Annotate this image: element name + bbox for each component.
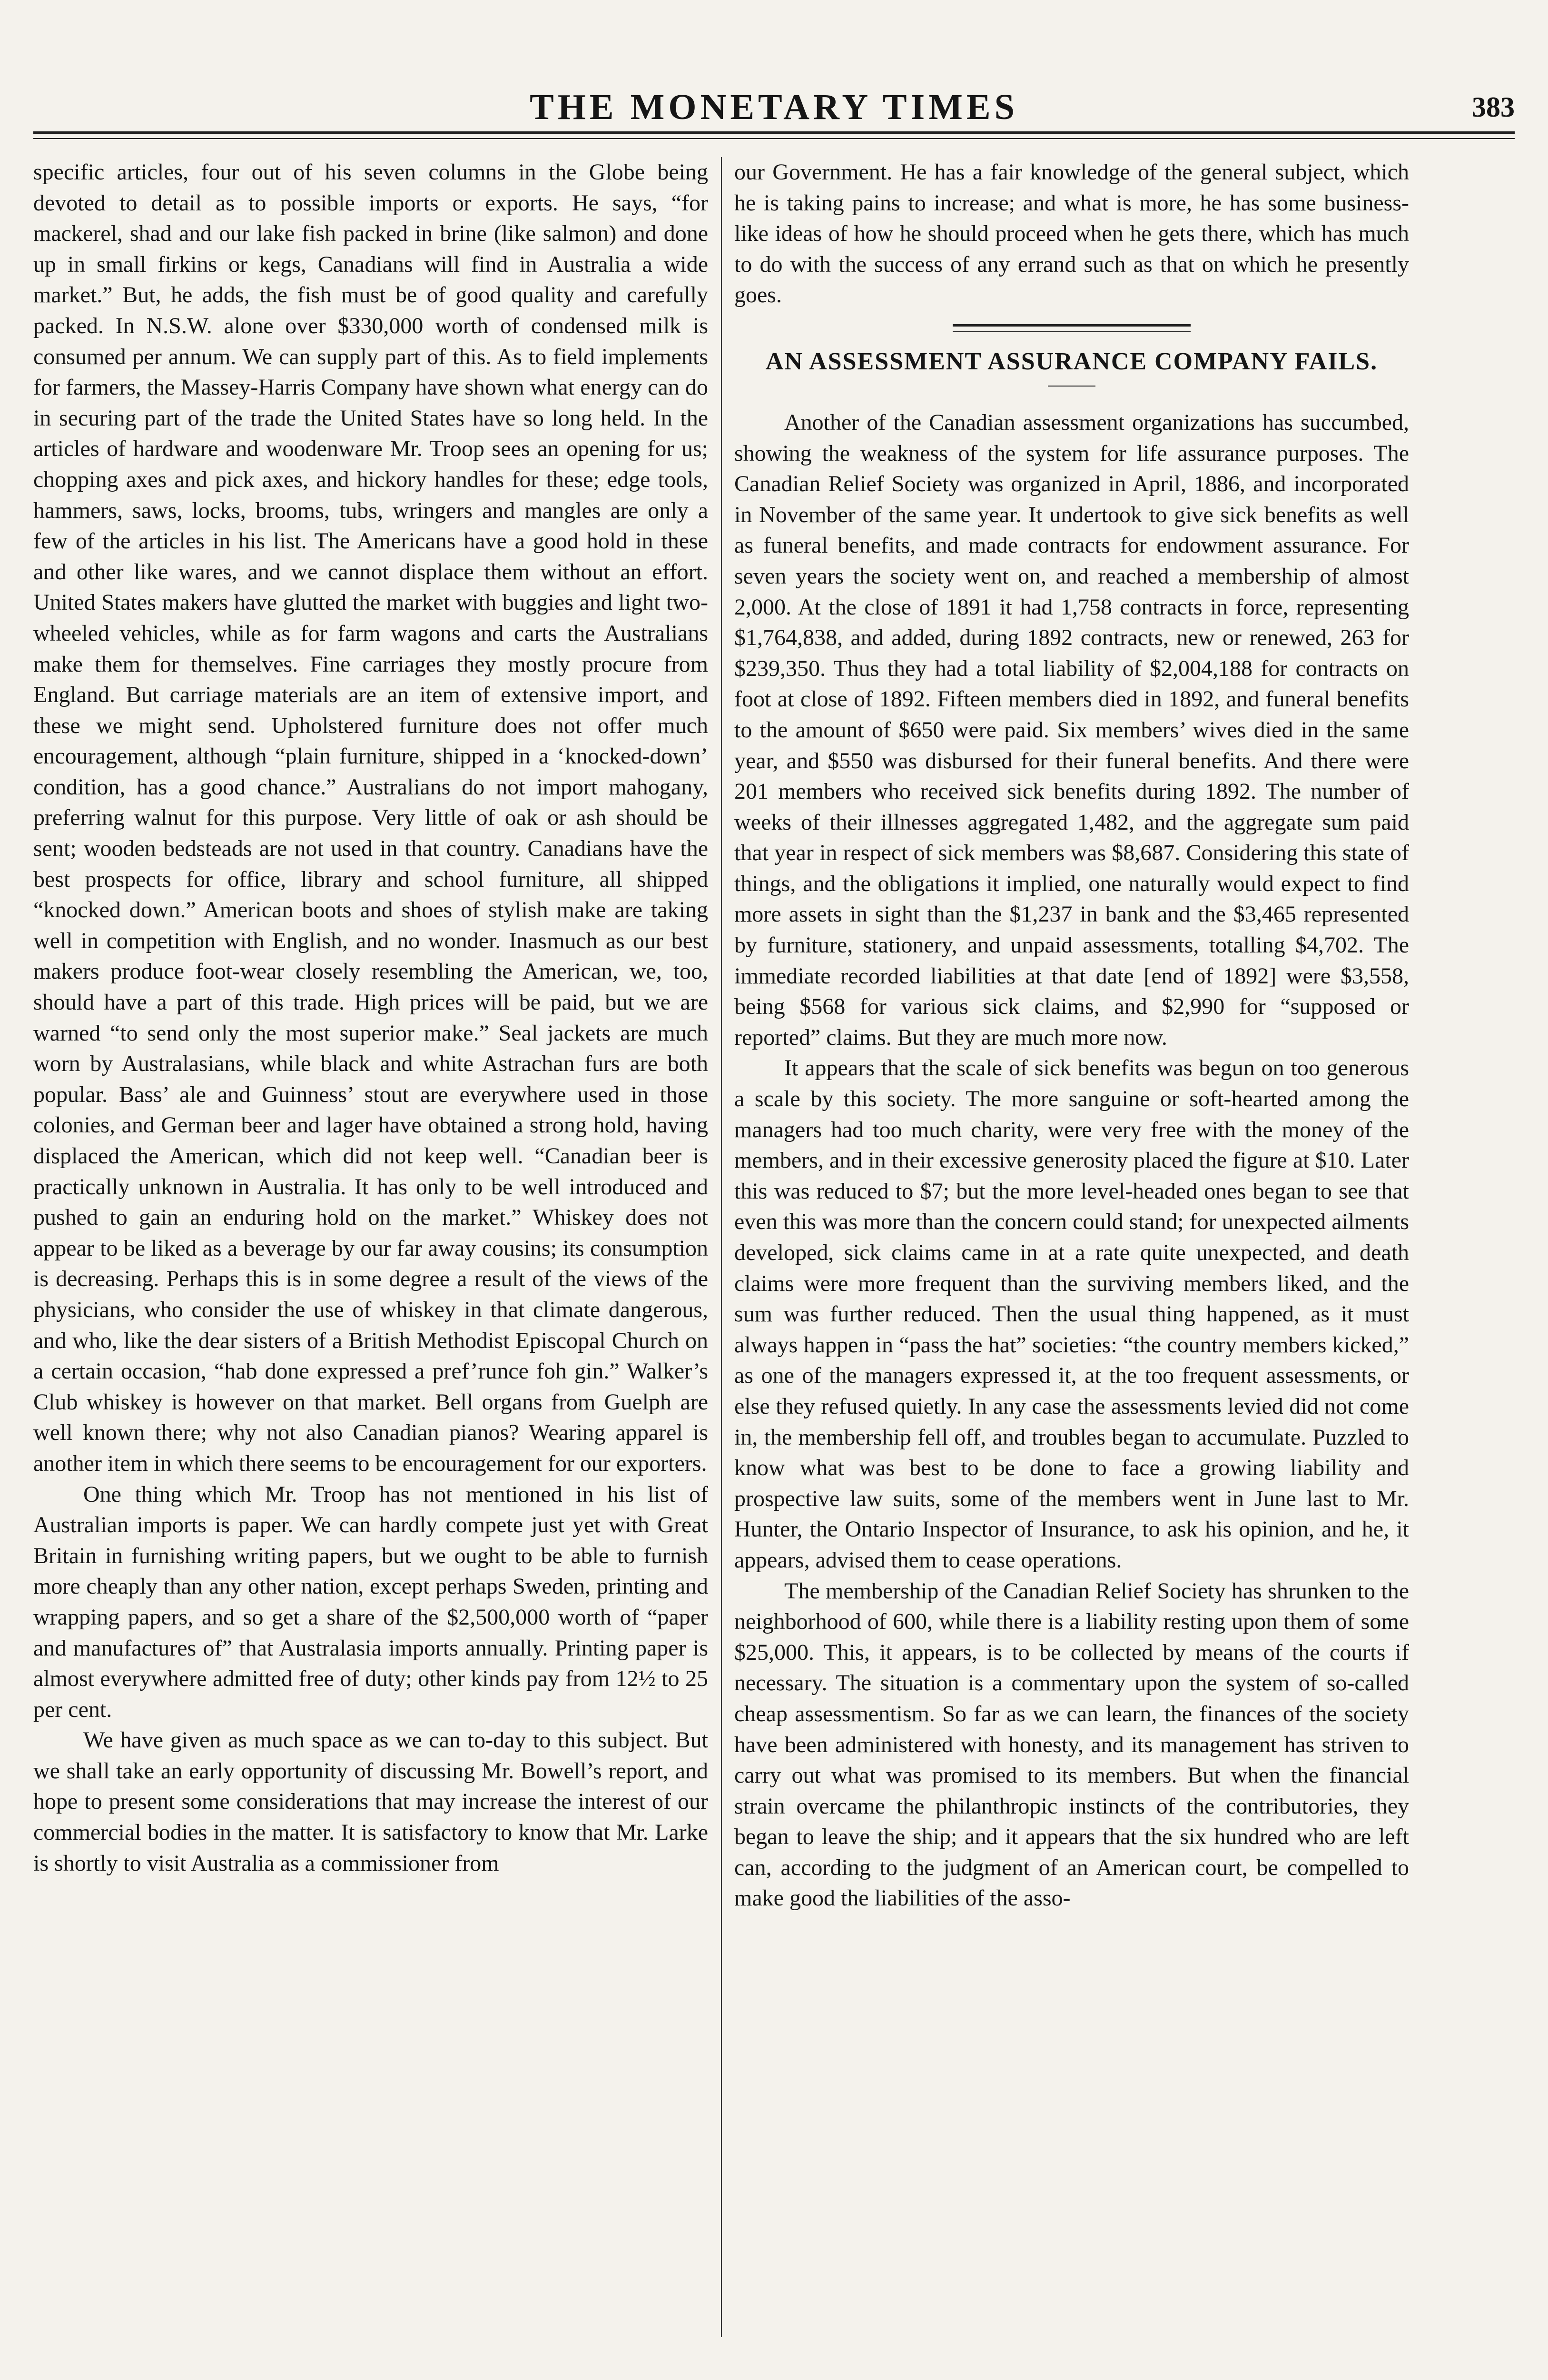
header-rule-thick (33, 131, 1515, 134)
left-paragraph-3: We have given as much space as we can to-day to this subject. But we shall take an early opportunity of discussing Mr. Bowell’s report, and hope to present some considerations that may increase the interest of our commercial bodies in the matter. It is satisfactory to know that Mr. Larke is shortly to visit Australia as a commissioner from (33, 1727, 708, 1876)
header-rule-thin (33, 138, 1515, 139)
section-rule-thin (953, 331, 1191, 332)
column-divider (721, 157, 722, 2337)
right-intro-paragraph: our Government. He has a fair knowledge of the general subject, which he is taking pains to increase; and what is more, he has some business-like ideas of how he should proceed when he gets there, which has much to do with the success of any errand such as that on which he presently goes. (734, 159, 1409, 308)
left-column (33, 157, 708, 1879)
masthead-title: THE MONETARY TIMES (530, 87, 1018, 127)
right-paragraph-2: It appears that the scale of sick benefits was begun on too generous a scale by this society. The more sanguine or soft-hearted among the managers had too much charity, were very free with the money of the members, and in their excessive generosity placed the figure at $10. Later this was reduced to $7; but the more level-headed ones began to see that even this was more than the concern could stand; for unexpected ailments developed, sick claims came in at a rate quite unexpected, and death claims were more frequent than the surviving members liked, and the sum was further reduced. Then the usual thing happened, as it must always happen in “pass the hat” societies: “the country members kicked,” as one of the managers expressed it, at the too frequent assessments, or else they refused quietly. In any case the assessments levied did not come in, the membership fell off, and troubles began to accumulate. Puzzled to know what was best to be done to face a growing liability and prospective law suits, some of the members went in June last to Mr. Hunter, the Ontario Inspector of Insurance, to ask his opinion, and he, it appears, advised them to cease operations. (734, 1055, 1409, 1573)
section-heading-underline (1048, 386, 1095, 387)
page-number: 383 (1472, 91, 1515, 123)
right-paragraph-3: The membership of the Canadian Relief Society has shrunken to the neighborhood of 600, while there is a liability resting upon them of some $25,000. This, it appears, is to be collected by means of the courts if necessary. The situation is a commentary upon the system of so-called cheap assessmentism. So far as we can learn, the finances of the society have been administered with honesty, and its management has striven to carry out what was promised to its members. But when the financial strain overcame the philanthropic instincts of the contributories, they began to leave the ship; and it appears that the six hundred who are left can, according to the judgment of an American court, be compelled to make good the liabilities of the asso- (734, 1578, 1409, 1911)
page-header (33, 86, 1515, 129)
section-rule-thick (953, 324, 1191, 327)
left-paragraph-1: specific articles, four out of his seven columns in the Globe being devoted to detail as to possible imports or exports. He says, “for mackerel, shad and our lake fish packed in brine (like salmon) and done up in small firkins or kegs, Canadians will find in Australia a wide market.” But, he adds, the fish must be of good quality and carefully packed. In N.S.W. alone over $330,000 worth of condensed milk is consumed per annum. We can supply part of this. As to field implements for farmers, the Massey-Harris Company have shown what energy can do in securing part of the trade the United States have so long held. In the articles of hardware and woodenware Mr. Troop sees an opening for us; chopping axes and pick axes, and hickory handles for these; edge tools, hammers, saws, locks, brooms, tubs, wringers and mangles are only a few of the articles in his list. The Americans have a good hold in these and other like wares, and we cannot displace them without an effort. United States makers have glutted the market with buggies and light two-wheeled vehicles, while as for farm wagons and carts the Australians make them for themselves. Fine carriages they mostly procure from England. But carriage materials are an item of extensive import, and these we might send. Upholstered furniture does not offer much encouragement, although “plain furniture, shipped in a ‘knocked-down’ condition, has a good chance.” Australians do not import mahogany, preferring walnut for this purpose. Very little of oak or ash should be sent; wooden bedsteads are not used in that country. Canadians have the best prospects for office, library and school furniture, all shipped “knocked down.” American boots and shoes of stylish make are taking well in competition with English, and no wonder. Inasmuch as our best makers produce foot-wear closely resembling the American, we, too, should have a part of this trade. High prices will be paid, but we are warned “to send only the most superior make.” Seal jackets are much worn by Australasians, while black and white Astrachan furs are both popular. Bass’ ale and Guinness’ stout are everywhere used in those colonies, and German beer and lager have obtained a strong hold, having displaced the American, which did not keep well. “Canadian beer is practically unknown in Australia. It has only to be well introduced and pushed to gain an enduring hold on the market.” Whiskey does not appear to be liked as a beverage by our far away cousins; its consumption is decreasing. Perhaps this is in some degree a result of the views of the physicians, who consider the use of whiskey in that climate dangerous, and who, like the dear sisters of a British Methodist Episcopal Church on a certain occasion, “hab done expressed a pref’runce foh gin.” Walker’s Club whiskey is however on that market. Bell organs from Guelph are well known there; why not also Canadian pianos? Wearing apparel is another item in which there seems to be encouragement for our exporters. (33, 159, 708, 1476)
left-paragraph-2: One thing which Mr. Troop has not mentioned in his list of Australian imports is paper. We can hardly compete just yet with Great Britain in furnishing writing papers, but we ought to be able to furnish more cheaply than any other nation, except perhaps Sweden, printing and wrapping papers, and so get a share of the $2,500,000 worth of “paper and manufactures of” that Australasia imports annually. Printing paper is almost everywhere admitted free of duty; other kinds pay from 12½ to 25 per cent. (33, 1481, 708, 1722)
right-paragraph-1: Another of the Canadian assessment organizations has succumbed, showing the weakness of the system for life assurance purposes. The Canadian Relief Society was organized in April, 1886, and incorporated in November of the same year. It undertook to give sick benefits as well as funeral benefits, and made contracts for endowment assurance. For seven years the society went on, and reached a membership of almost 2,000. At the close of 1891 it had 1,758 contracts in force, representing $1,764,838, and added, during 1892 contracts, new or renewed, 263 for $239,350. Thus they had a total liability of $2,004,188 for contracts on foot at close of 1892. Fifteen members died in 1892, and funeral benefits to the amount of $650 were paid. Six members’ wives died in the same year, and $550 was disbursed for their funeral benefits. And there were 201 members who received sick benefits during 1892. The number of weeks of their illnesses aggregated 1,482, and the aggregate sum paid that year in respect of sick members was $8,687. Considering this state of things, and the obligations it implied, one naturally would expect to find more assets in sight than the $1,237 in bank and the $3,465 represented by furniture, stationery, and unpaid assessments, totalling $4,702. The immediate recorded liabilities at that date [end of 1892] were $3,558, being $568 for various sick claims, and $2,990 for “supposed or reported” claims. But they are much more now. (734, 409, 1409, 1050)
right-column (734, 157, 1409, 1914)
section-heading: AN ASSESSMENT ASSURANCE COMPANY FAILS. (765, 347, 1378, 375)
